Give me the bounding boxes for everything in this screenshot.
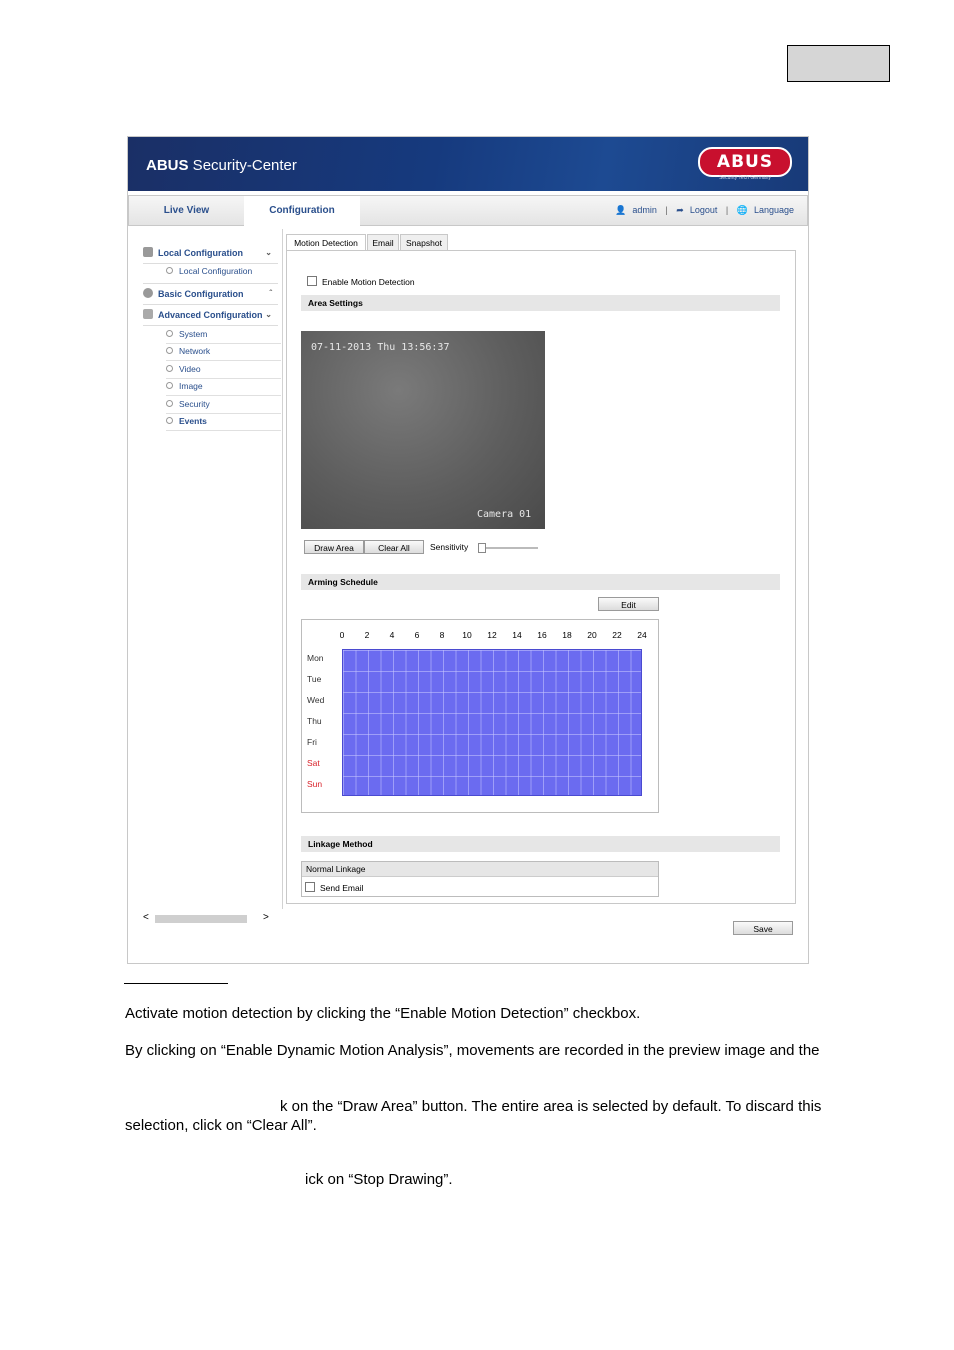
globe-icon: 🌐 (736, 205, 748, 215)
area-settings-header: Area Settings (301, 295, 780, 311)
sidebar-item-network[interactable]: Network (166, 343, 281, 361)
sidebar-local-configuration[interactable]: Local Configuration ⌄ (143, 243, 278, 264)
day-label: Wed (307, 695, 325, 705)
paragraph-draw-area-line1: k on the “Draw Area” button. The entire area is selected by default. To discard this (280, 1098, 822, 1115)
chevron-down-icon: ⌄ (265, 310, 272, 319)
config-screenshot (127, 136, 809, 964)
hour-label: 4 (389, 630, 395, 640)
camera-preview[interactable] (301, 331, 545, 529)
linkage-method-table (301, 861, 659, 897)
chevron-down-icon: ⌄ (265, 248, 272, 257)
scroll-right-icon[interactable]: > (263, 912, 269, 923)
day-label: Mon (307, 653, 324, 663)
osd-camera-name: Camera 01 (477, 509, 532, 520)
tab-live-view[interactable]: Live View (163, 205, 210, 216)
sidebar-item-local-configuration[interactable]: Local Configuration (166, 263, 281, 280)
motion-detection-panel (286, 250, 796, 904)
hour-label: 24 (637, 630, 647, 640)
hour-label: 2 (364, 630, 370, 640)
save-button[interactable]: Save (733, 921, 793, 935)
hour-label: 8 (439, 630, 445, 640)
paragraph-draw-area-line2: selection, click on “Clear All”. (125, 1117, 317, 1134)
app-title: ABUS Security-Center (146, 157, 297, 174)
hour-label: 16 (537, 630, 547, 640)
chevron-up-icon: ˆ (269, 289, 272, 298)
sidebar-item-security[interactable]: Security (166, 396, 281, 414)
language-link[interactable]: Language (753, 205, 794, 215)
enable-motion-detection[interactable]: Enable Motion Detection (307, 276, 415, 287)
sidebar-item-video[interactable]: Video (166, 361, 281, 379)
page-number-box (787, 45, 890, 82)
sidebar-item-system[interactable]: System (166, 326, 281, 344)
sensitivity-slider-knob[interactable] (478, 543, 486, 553)
top-navbar (128, 195, 808, 226)
clear-all-button[interactable]: Clear All (364, 540, 424, 554)
schedule-time-grid[interactable] (342, 649, 642, 796)
user-links: 👤 admin | ➦ Logout | 🌐 Language (615, 205, 794, 215)
hour-label: 14 (512, 630, 522, 640)
day-label: Thu (307, 716, 322, 726)
bullet-icon (166, 400, 173, 407)
sidebar (138, 229, 283, 909)
day-label: Fri (307, 737, 317, 747)
hour-label: 20 (587, 630, 597, 640)
bullet-icon (166, 382, 173, 389)
user-link[interactable]: admin (632, 205, 657, 215)
abus-logo: ABUS (698, 147, 792, 177)
normal-linkage-header: Normal Linkage (302, 862, 658, 877)
bullet-icon (166, 365, 173, 372)
day-axis (302, 620, 342, 812)
tab-configuration[interactable]: Configuration (244, 196, 360, 227)
send-email-checkbox[interactable] (305, 882, 315, 892)
hour-label: 10 (462, 630, 472, 640)
basic-config-icon (143, 288, 153, 298)
main-content (286, 234, 794, 934)
day-label: Sun (307, 779, 323, 789)
wrench-icon (143, 309, 153, 319)
user-icon: 👤 (615, 205, 627, 215)
paragraph-enable-motion: Activate motion detection by clicking the “Enable Motion Detection” checkbox. (125, 1005, 641, 1022)
section-rule (124, 983, 228, 984)
sensitivity-slider[interactable] (480, 547, 538, 549)
local-config-icon (143, 247, 153, 257)
paragraph-stop-drawing: ick on “Stop Drawing”. (305, 1171, 453, 1188)
draw-area-button[interactable]: Draw Area (304, 540, 364, 554)
send-email-option[interactable]: Send Email (305, 882, 363, 893)
bullet-icon (166, 267, 173, 274)
linkage-method-header: Linkage Method (301, 836, 780, 852)
sidebar-scrollbar[interactable] (143, 914, 273, 924)
sidebar-basic-configuration[interactable]: Basic Configuration ˆ (143, 283, 278, 305)
osd-datetime: 07-11-2013 Thu 13:56:37 (311, 342, 450, 353)
day-label: Sat (307, 758, 320, 768)
tab-motion-detection[interactable]: Motion Detection (286, 234, 366, 252)
bullet-icon (166, 347, 173, 354)
config-body (128, 229, 806, 961)
logout-icon: ➦ (676, 205, 684, 215)
scroll-left-icon[interactable]: < (143, 912, 149, 923)
header-banner (128, 137, 808, 191)
sensitivity-label: Sensitivity (430, 542, 469, 552)
tab-snapshot[interactable]: Snapshot (400, 234, 448, 251)
tab-email[interactable]: Email (367, 234, 399, 251)
bullet-icon (166, 330, 173, 337)
arming-schedule-header: Arming Schedule (301, 574, 780, 590)
logout-link[interactable]: Logout (689, 205, 718, 215)
sidebar-item-events[interactable]: Events (166, 413, 281, 431)
sidebar-item-image[interactable]: Image (166, 378, 281, 396)
hour-label: 18 (562, 630, 572, 640)
paragraph-dynamic-analysis: By clicking on “Enable Dynamic Motion Analysis”, movements are recorded in the preview image and the (125, 1042, 820, 1059)
logo-tagline: Security Tech Germany (719, 175, 771, 181)
schedule-edit-button[interactable]: Edit (598, 597, 659, 611)
bullet-icon (166, 417, 173, 424)
day-label: Tue (307, 674, 322, 684)
scroll-thumb[interactable] (155, 915, 247, 923)
hour-label: 12 (487, 630, 497, 640)
hour-axis (302, 630, 658, 642)
sidebar-advanced-configuration[interactable]: Advanced Configuration ⌄ (143, 305, 278, 326)
enable-motion-checkbox[interactable] (307, 276, 317, 286)
arming-schedule-grid (301, 619, 659, 813)
hour-label: 0 (339, 630, 345, 640)
hour-label: 22 (612, 630, 622, 640)
hour-label: 6 (414, 630, 420, 640)
